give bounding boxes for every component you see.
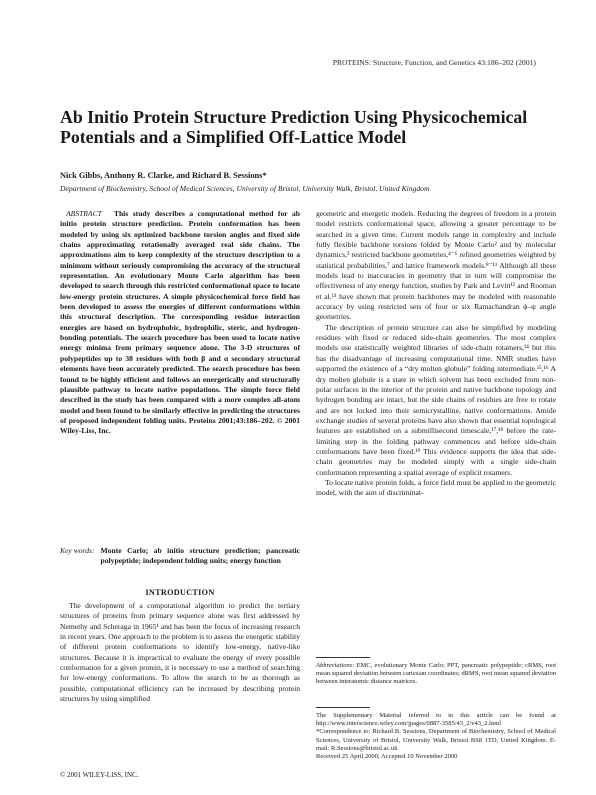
running-head: PROTEINS: Structure, Function, and Genetics 43:186–202 (2001) xyxy=(332,58,536,67)
received-dates: Received 25 April 2000; Accepted 10 November 2000 xyxy=(316,753,458,761)
footnote-divider xyxy=(316,707,370,708)
right-column-body xyxy=(316,209,556,499)
keywords-label: Key words: xyxy=(60,546,95,555)
keywords xyxy=(60,546,300,567)
section-heading-introduction: INTRODUCTION xyxy=(145,588,215,597)
footnote-divider xyxy=(316,657,370,658)
abstract-label: ABSTRACT xyxy=(66,209,102,218)
body-paragraph: To locate native protein folds, a force field must be applied to the geometric model, with the aim of discriminat- xyxy=(316,477,556,498)
copyright-notice: © 2001 WILEY-LISS, INC. xyxy=(60,771,139,779)
footnote-abbreviations xyxy=(316,662,556,687)
keywords-text: Monte Carlo; ab initio structure prediction; pancreatic polypeptide; independent folding units; energy function xyxy=(100,546,300,566)
abbreviations-text: EMC, evolutionary Monte Carlo; PPT, pancreatic polypeptide; cRMS, root mean squared deviation between cartesian coordinates; dRMS, root mean squared deviation between interatomic distance matrices. xyxy=(316,662,557,686)
abstract-text: This study describes a computational method for ab initio protein structure prediction. Protein conformation has been modeled by using six optimized backbone torsion angles and fixed side chains approximating rotationally averaged real side chains. The approximations aim to keep complexity of the structure description to a minimum without seriously compromising the accuracy of the structural representation. An evolutionary Monte Carlo algorithm has been developed to search through this restricted conformational space to locate low-energy protein structures. A simple physicochemical force field has been developed to assess the energies of different conformations within this structural description. The corresponding residue interaction energies are based on hydrophobic, hydrophilic, steric, and hydrogen-bonding potentials. The search procedure has been used to locate native energy minima from primary sequence alone. The 3-D structures of polypeptides up to 38 residues with both β and α secondary structural elements have been accurately predicted. The search procedure has been found to be highly efficient and follows an energetically and structurally plausible pathway to locate native populations. The simple force field described in the study has been compared with a more complex all-atom model and been found to be similarly effective in predicting the structures of proposed independent folding units. Proteins 2001;43:186–202. © 2001 Wiley-Liss, Inc. xyxy=(60,209,300,436)
abstract xyxy=(60,209,300,437)
abbreviations-label: Abbreviations: xyxy=(316,662,355,669)
introduction-paragraph: The development of a computational algorithm to predict the tertiary structures of proteins from primary sequence alone was first addressed by Nemethy and Scheraga in 1965¹ and has been the focus of increasing research in recent years. One approach to the problem is to assess the energetic stability of different protein conformations to identify low-energy, native-like structures. Because it is impractical to evaluate the energy of every possible conformation for a given protein, it is necessary to use a method of searching for low-energy conformations. To allow the search to be as thorough as possible, computational efficiency can be increased by describing protein structures by using simplified xyxy=(60,601,300,704)
author-affiliation: Department of Biochemistry, School of Medical Sciences, University of Bristol, University Walk, Bristol, United Kingdom xyxy=(60,184,430,193)
supplementary-note: The Supplementary Material referred to in this article can be found at http://www.interscience.wiley.com/jpages/0887-3585/43_2/v43_2.html xyxy=(316,712,556,728)
correspondence-note: *Correspondence to: Richard B. Sessions, Department of Biochemistry, School of Medical Sciences, University of Bristol, University Walk, Bristol BS8 1TD, United Kingdom. E-mail: R.Sessions@bristol.ac.uk xyxy=(316,728,556,752)
footnote-block xyxy=(316,712,556,761)
article-title: Ab Initio Protein Structure Prediction Using Physicochemical Potentials and a Simplified Off-Lattice Model xyxy=(60,107,528,147)
body-paragraph: The description of protein structure can also be simplified by modeling residues with fixed or reduced side-chain geometries. The most complex models use statistically weighted libraries of side-chain rotamers,¹⁴ but this has the disadvantage of increasing computational time. NMR studies have supported the existence of a “dry molten globule” folding intermediate.¹⁵,¹⁶ A dry molten globule is a state in which solvent has been excluded from non-polar surfaces in the interior of the protein and native backbone topology and hydrogen bonding are intact, but the side chains of residues are free to rotate and are not locked into their semicrystalline, native conformations. Amide exchange studies of several proteins have also shown that essential topological features are established on a submillisecond timescale,¹⁷,¹⁸ before the rate-limiting step in the folding pathway commences and before side-chain conformations have been fixed.¹⁹ This evidence supports the idea that side-chain geometries may be modeled simply with a single side-chain conformation representing a spatial average of explicit rotamers. xyxy=(316,322,556,477)
body-paragraph: geometric and energetic models. Reducing the degrees of freedom in a protein model restricts conformational space, allowing a greater percentage to be searched in a given time. Current models range in complexity and include fully flexible backbone torsions folded by Monte Carlo² and by molecular dynamics,³ restricted backbone geometries,⁴⁻⁶ refined geometries weighted by statistical probabilities,⁷ and lattice framework models.⁸⁻¹¹ Although all these models lead to inaccuracies in geometry that in turn will compromise the effectiveness of any energy function, studies by Park and Levitt¹² and Rooman et al.¹³ have shown that protein backbones may be modeled with reasonable accuracy by using restricted sets of four or six Ramachandran ϕ–ψ angle geometries. xyxy=(316,209,556,322)
author-list: Nick Gibbs, Anthony R. Clarke, and Richard B. Sessions* xyxy=(60,171,267,180)
